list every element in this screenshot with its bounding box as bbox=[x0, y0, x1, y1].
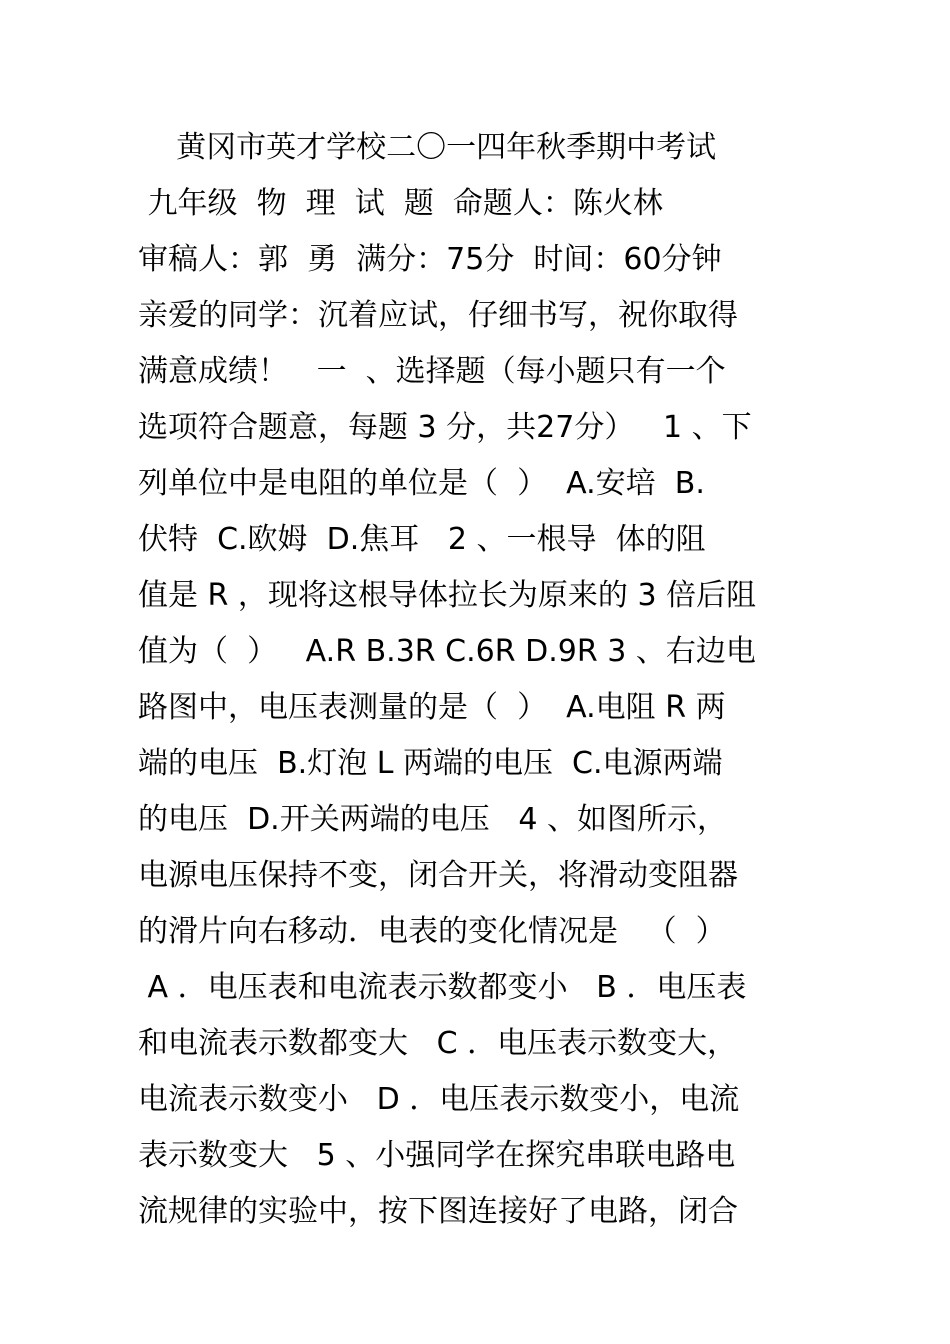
text-line: 值是 R ，现将这根导体拉长为原来的 3 倍后阻 bbox=[138, 578, 757, 613]
text-line: 亲爱的同学：沉着应试，仔细书写，祝你取得 bbox=[138, 298, 738, 333]
text-line: 表示数变大 5 、小强同学在探究串联电路电 bbox=[138, 1138, 736, 1173]
text-line: 的电压 D.开关两端的电压 4 、如图所示， bbox=[138, 802, 727, 837]
reviewer-line: 审稿人：郭 勇 满分：75分 时间：60分钟 bbox=[138, 242, 722, 277]
text-line: 和电流表示数都变大 C ．电压表示数变大， bbox=[138, 1026, 738, 1061]
text-line: 电流表示数变小 D ．电压表示数变小，电流 bbox=[138, 1082, 740, 1117]
exam-title-line: 黄冈市英才学校二〇一四年秋季期中考试 bbox=[138, 130, 717, 165]
text-line: 选项符合题意，每题 3 分，共27分） 1 、下 bbox=[138, 410, 752, 445]
text-line: 伏特 C.欧姆 D.焦耳 2 、一根导 体的阻 bbox=[138, 522, 706, 557]
text-line: 路图中，电压表测量的是（ ） A.电阻 R 两 bbox=[138, 690, 726, 725]
text-line: 电源电压保持不变，闭合开关，将滑动变阻器 bbox=[138, 858, 738, 893]
text-line: 值为（ ） A.R B.3R C.6R D.9R 3 、右边电 bbox=[138, 634, 756, 669]
text-line: 的滑片向右移动．电表的变化情况是 （ ） bbox=[138, 914, 726, 949]
text-line: 满意成绩！ 一 、选择题（每小题只有一个 bbox=[138, 354, 726, 389]
text-line: 端的电压 B.灯泡 L 两端的电压 C.电源两端 bbox=[138, 746, 723, 781]
exam-text-block bbox=[138, 120, 818, 1240]
subject-line: 九年级 物 理 试 题 命题人：陈火林 bbox=[138, 186, 663, 221]
text-line: A ．电压表和电流表示数都变小 B ．电压表 bbox=[138, 970, 747, 1005]
text-line: 流规律的实验中，按下图连接好了电路，闭合 bbox=[138, 1194, 738, 1229]
text-line: 列单位中是电阻的单位是（ ） A.安培 B. bbox=[138, 466, 705, 501]
